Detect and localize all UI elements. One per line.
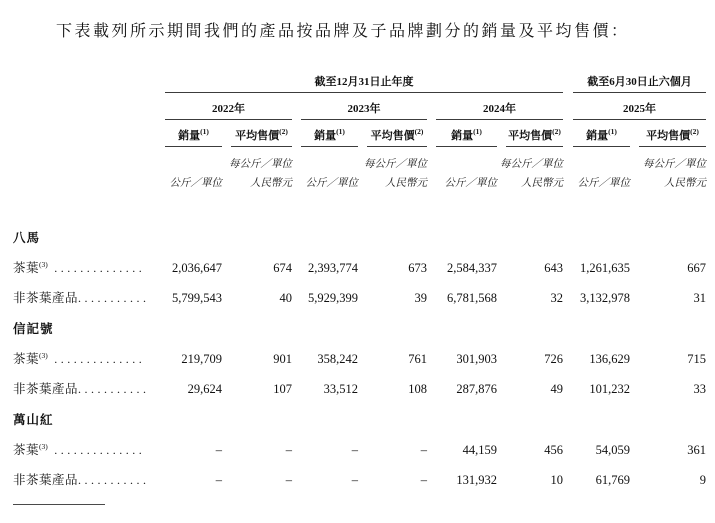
product-row-nontea: [13, 458, 706, 488]
product-row-nontea: [13, 367, 706, 397]
row-label: 茶葉$^{(3)}$ ..............: [13, 441, 146, 457]
footnote-rule: [13, 504, 105, 505]
value-cell: 667: [687, 260, 706, 275]
leader-dots: ...........: [78, 472, 150, 487]
value-cell: 32: [550, 290, 563, 305]
footnote-ref-3: (3): [39, 259, 48, 269]
price-header: 平均售價$^{(2)}$: [630, 120, 706, 147]
price-unit-line1: 每公斤／單位: [643, 158, 706, 170]
year-header-row: [13, 93, 706, 120]
value-cell: 108: [408, 381, 427, 396]
year-header-2024: 2024年: [427, 93, 563, 120]
spacer-cell: [13, 147, 165, 171]
footnote-ref-2: (2): [414, 126, 424, 136]
volume-unit: 公斤／單位: [169, 177, 222, 189]
leader-dots: ...........: [78, 290, 150, 305]
value-cell: 54,059: [595, 442, 630, 457]
page-title: 下表載列所示期間我們的產品按品牌及子品牌劃分的銷量及平均售價：: [56, 23, 630, 40]
value-cell: 5,799,543: [172, 290, 222, 305]
unit-row-2: [13, 171, 706, 190]
price-unit-line1: 每公斤／單位: [229, 158, 292, 170]
brand-label: 信記號: [13, 321, 54, 336]
volume-unit: 公斤／單位: [305, 177, 358, 189]
price-unit-line2: 人民幣元: [664, 177, 706, 189]
footnote-ref-2: (2): [279, 126, 288, 136]
value-cell: –: [285, 472, 292, 487]
value-cell: 287,876: [456, 381, 497, 396]
price-unit-line2: 人民幣元: [250, 177, 292, 189]
value-cell: –: [351, 442, 358, 457]
footnote-ref-1: (1): [608, 126, 617, 136]
leader-dots: ..............: [47, 442, 146, 457]
volume-unit: 公斤／單位: [577, 177, 630, 189]
value-cell: 101,232: [589, 381, 630, 396]
value-cell: 726: [544, 351, 563, 366]
value-cell: 2,036,647: [172, 260, 222, 275]
value-cell: 33: [693, 381, 706, 396]
leader-dots: ...........: [78, 381, 150, 396]
product-row-nontea: [13, 276, 706, 306]
value-cell: 674: [273, 260, 292, 275]
volume-header: 銷量$^{(1)}$: [292, 120, 358, 147]
year-header-2022: 2022年: [165, 93, 292, 120]
footnote-ref-1: (1): [200, 126, 209, 136]
product-row-tea: [13, 428, 706, 458]
footnote-ref-1: (1): [336, 126, 345, 136]
unit-blank: [165, 147, 222, 171]
value-cell: 901: [273, 351, 292, 366]
price-unit-line2: 人民幣元: [521, 177, 563, 189]
brand-label: 八馬: [13, 230, 41, 245]
value-cell: 761: [408, 351, 427, 366]
value-cell: –: [285, 442, 292, 457]
value-cell: 29,624: [187, 381, 222, 396]
brand-row-wanshanhong: [13, 397, 706, 428]
spacer-cell: [13, 73, 165, 93]
price-header: 平均售價$^{(2)}$: [358, 120, 427, 147]
value-cell: 40: [279, 290, 292, 305]
value-cell: 643: [544, 260, 563, 275]
value-cell: 49: [550, 381, 563, 396]
value-cell: 44,159: [462, 442, 497, 457]
footnote-ref-1: (1): [473, 126, 482, 136]
value-cell: 10: [550, 472, 563, 487]
value-cell: 39: [414, 290, 427, 305]
measure-header-row: [13, 120, 706, 147]
brand-label: 萬山紅: [13, 412, 54, 427]
value-cell: 136,629: [589, 351, 630, 366]
period-group-interim: 截至6月30日止六個月: [563, 73, 706, 93]
unit-blank: [427, 147, 497, 171]
sales-table: [13, 73, 706, 488]
value-cell: 2,584,337: [447, 260, 497, 275]
value-cell: 3,132,978: [580, 290, 630, 305]
value-cell: 61,769: [595, 472, 630, 487]
value-cell: 715: [687, 351, 706, 366]
value-cell: –: [351, 472, 358, 487]
row-label: 茶葉$^{(3)}$ ..............: [13, 350, 146, 366]
year-header-2023: 2023年: [292, 93, 427, 120]
value-cell: 219,709: [181, 351, 222, 366]
value-cell: 456: [544, 442, 563, 457]
brand-row-xinjihao: [13, 306, 706, 337]
value-cell: 673: [408, 260, 427, 275]
spacer-cell: [13, 120, 165, 147]
value-cell: –: [215, 442, 222, 457]
brand-row-bama: [13, 190, 706, 246]
value-cell: 131,932: [456, 472, 497, 487]
spacer-cell: [13, 171, 165, 190]
value-cell: 358,242: [317, 351, 358, 366]
value-cell: 1,261,635: [580, 260, 630, 275]
row-label: 非茶葉產品...........: [13, 381, 150, 396]
unit-blank: [292, 147, 358, 171]
unit-blank: [563, 147, 630, 171]
value-cell: –: [420, 472, 427, 487]
product-row-tea: [13, 246, 706, 276]
period-group-row: [13, 73, 706, 93]
value-cell: 361: [687, 442, 706, 457]
row-label: 非茶葉產品...........: [13, 290, 150, 305]
value-cell: 31: [693, 290, 706, 305]
footnote-ref-3: (3): [39, 441, 48, 451]
value-cell: 301,903: [456, 351, 497, 366]
value-cell: 107: [273, 381, 292, 396]
value-cell: –: [215, 472, 222, 487]
footnote-ref-2: (2): [690, 126, 699, 136]
value-cell: 6,781,568: [447, 290, 497, 305]
value-cell: –: [420, 442, 427, 457]
volume-unit: 公斤／單位: [444, 177, 497, 189]
product-row-tea: [13, 337, 706, 367]
row-label: 茶葉$^{(3)}$ ..............: [13, 259, 146, 275]
year-header-2025: 2025年: [563, 93, 706, 120]
footnote-ref-3: (3): [39, 350, 48, 360]
volume-header: 銷量$^{(1)}$: [563, 120, 630, 147]
value-cell: 5,929,399: [308, 290, 358, 305]
price-header: 平均售價$^{(2)}$: [497, 120, 563, 147]
price-unit-line1: 每公斤／單位: [364, 158, 427, 170]
price-header: 平均售價$^{(2)}$: [222, 120, 292, 147]
volume-header: 銷量$^{(1)}$: [427, 120, 497, 147]
volume-header: 銷量$^{(1)}$: [165, 120, 222, 147]
value-cell: 33,512: [323, 381, 358, 396]
row-label: 非茶葉產品...........: [13, 472, 150, 487]
value-cell: 2,393,774: [308, 260, 358, 275]
unit-row-1: [13, 147, 706, 171]
spacer-cell: [13, 93, 165, 120]
price-unit-line2: 人民幣元: [385, 177, 427, 189]
footnote-ref-2: (2): [552, 126, 561, 136]
leader-dots: ..............: [47, 351, 146, 366]
price-unit-line1: 每公斤／單位: [500, 158, 563, 170]
period-group-annual: 截至12月31日止年度: [165, 73, 563, 93]
value-cell: 9: [699, 472, 706, 487]
leader-dots: ..............: [47, 260, 146, 275]
